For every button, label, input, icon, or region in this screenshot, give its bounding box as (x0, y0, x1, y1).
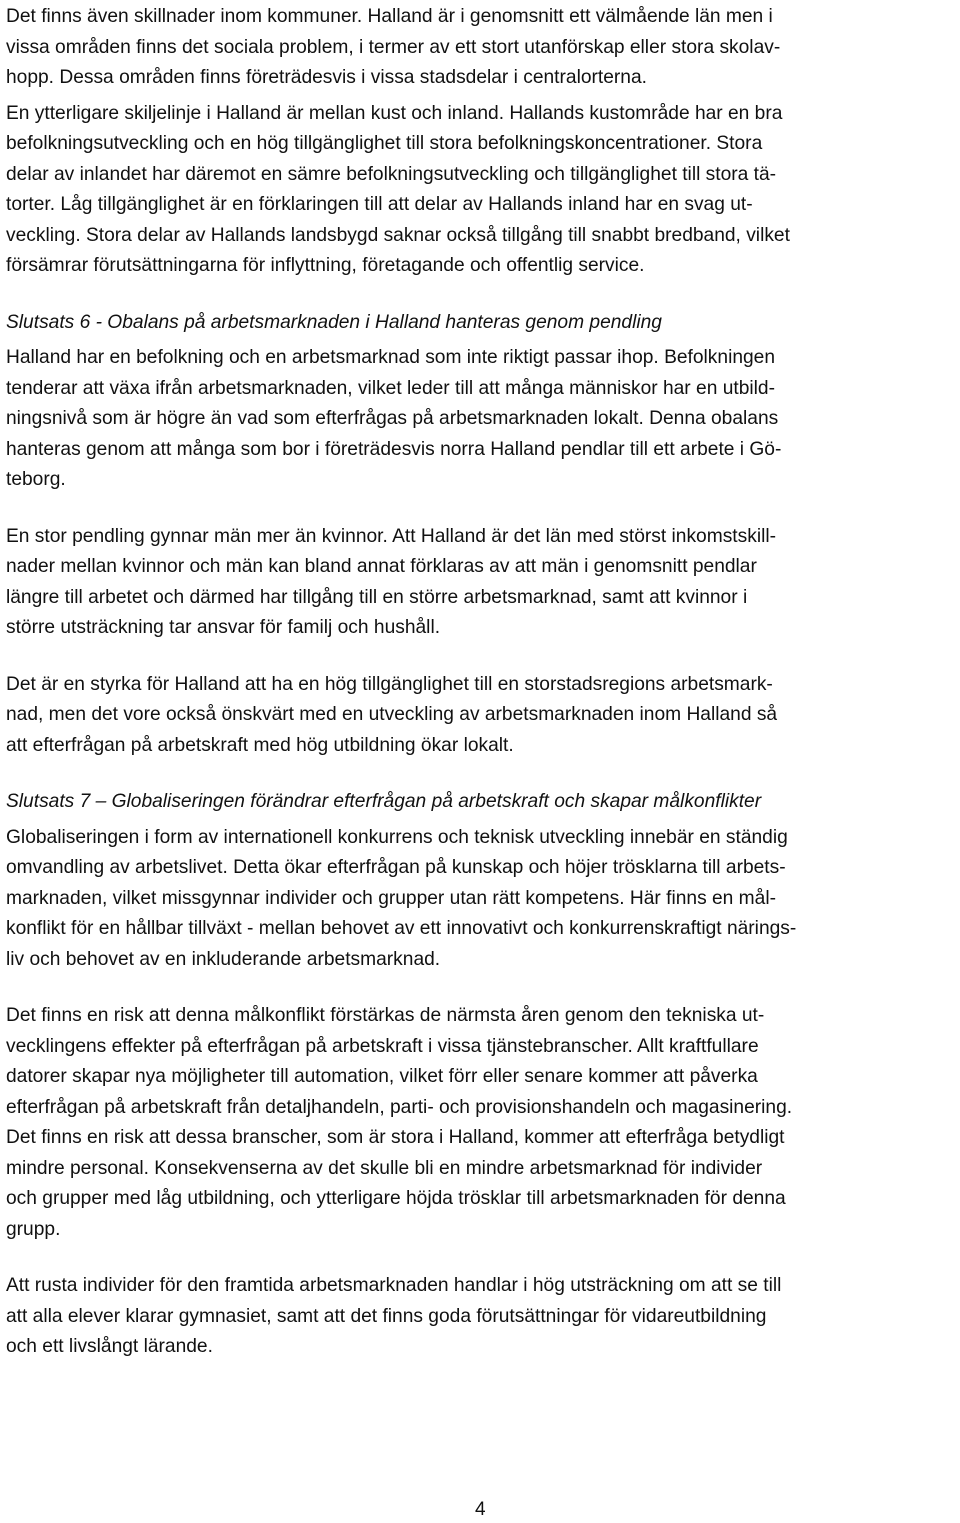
paragraph-globalisering (6, 823, 956, 976)
text-line: ningsnivå som är högre än vad som efterfrågas på arbetsmarknaden lokalt. Denna obalans (6, 408, 779, 429)
text-line: Halland har en befolkning och en arbetsmarknad som inte riktigt passar ihop. Befolkningen (6, 347, 776, 368)
text-line: En stor pendling gynnar män mer än kvinnor. Att Halland är det län med störst inkomstskill- (6, 525, 776, 547)
paragraph-spacer (6, 1245, 956, 1271)
text-line: Det finns även skillnader inom kommuner. Halland är i genomsnitt ett välmående län men i (6, 6, 773, 27)
text-line: Det finns en risk att denna målkonflikt förstärkas de närmsta åren genom den tekniska ut- (6, 1005, 765, 1026)
text-line: datorer skapar nya möjligheter till automation, vilket förr eller senare kommer att påverka (6, 1066, 758, 1087)
text-line: veckling. Stora delar av Hallands landsbygd saknar också tillgång till snabbt bredband, vilket (6, 224, 790, 246)
text-line: nader mellan kvinnor och män kan bland annat förklaras av att män i genomsnitt pendlar (6, 556, 757, 577)
text-line: torter. Låg tillgänglighet är en förklaringen till att delar av Hallands inland har en svag ut- (6, 194, 753, 215)
paragraph-spacer (6, 496, 956, 522)
text-line: större utsträckning tar ansvar för familj och hushåll. (6, 617, 441, 638)
heading-text: Slutsats 6 - Obalans på arbetsmarknaden i Halland hanteras genom pendling (6, 311, 662, 333)
paragraph-spacer (6, 761, 956, 787)
text-line: omvandling av arbetslivet. Detta ökar efterfrågan på kunskap och höjer trösklarna till arbets- (6, 857, 786, 878)
text-line: Det är en styrka för Halland att ha en hög tillgänglighet till en storstadsregions arbetsmark- (6, 673, 773, 695)
paragraph-kust-inland (6, 99, 956, 282)
section-heading-slutsats-7 (6, 787, 956, 818)
page-number: 4 (475, 1499, 486, 1520)
text-line: liv och behovet av en inkluderande arbetsmarknad. (6, 948, 441, 970)
text-line: grupp. (6, 1218, 61, 1240)
heading-text: Slutsats 7 – Globaliseringen förändrar efterfrågan på arbetskraft och skapar målkonflikter (6, 791, 762, 812)
text-line: Det finns en risk att dessa branscher, som är stora i Halland, kommer att efterfråga betydligt (6, 1127, 785, 1148)
text-line: Globaliseringen i form av internationell konkurrens och teknisk utveckling innebär en ständig (6, 826, 788, 848)
text-line: hopp. Dessa områden finns företrädesvis i vissa stadsdelar i centralorterna. (6, 67, 647, 88)
text-line: tenderar att växa ifrån arbetsmarknaden, vilket leder till att många människor har en utbild- (6, 377, 775, 399)
paragraph-spacer (6, 644, 956, 670)
text-line: vissa områden finns det sociala problem, i termer av ett stort utanförskap eller stora skolav- (6, 36, 781, 58)
text-line: längre till arbetet och därmed har tillgång till en större arbetsmarknad, samt att kvinnor i (6, 586, 748, 608)
paragraph-pendling (6, 522, 956, 644)
text-line: delar av inlandet har däremot en sämre befolkningsutveckling och tillgänglighet till stora tä- (6, 163, 777, 185)
text-line: nad, men det vore också önskvärt med en utveckling av arbetsmarknaden inom Halland så (6, 704, 778, 725)
text-line: konflikt för en hållbar tillväxt - mellan behovet av ett innovativt och konkurrenskraftigt närings- (6, 918, 797, 939)
section-heading-slutsats-6 (6, 308, 956, 339)
text-line: Att rusta individer för den framtida arbetsmarknaden handlar i hög utsträckning om att se till (6, 1275, 782, 1296)
paragraph-rusta-individer (6, 1271, 956, 1363)
paragraph-obalans (6, 343, 956, 496)
paragraph-intro-kommuner (6, 2, 956, 94)
text-line: teborg. (6, 469, 66, 490)
text-line: att efterfrågan på arbetskraft med hög utbildning ökar lokalt. (6, 734, 514, 756)
text-line: mindre personal. Konsekvenserna av det skulle bli en mindre arbetsmarknad för individer (6, 1157, 763, 1179)
text-line: försämrar förutsättningarna för inflyttning, företagande och offentlig service. (6, 255, 645, 276)
text-line: och ett livslångt lärande. (6, 1336, 213, 1357)
text-line: vecklingens effekter på efterfrågan på arbetskraft i vissa tjänstebranscher. Allt kraftfullare (6, 1035, 759, 1057)
text-line: marknaden, vilket missgynnar individer och grupper utan rätt kompetens. Här finns en mål- (6, 887, 776, 909)
text-line: efterfrågan på arbetskraft från detaljhandeln, parti- och provisionshandeln och magasinering. (6, 1096, 793, 1118)
paragraph-styrka (6, 670, 956, 762)
text-line: hanteras genom att många som bor i företrädesvis norra Halland pendlar till ett arbete i Gö- (6, 438, 782, 460)
text-line: att alla elever klarar gymnasiet, samt att det finns goda förutsättningar för vidareutbildning (6, 1305, 767, 1327)
paragraph-spacer (6, 282, 956, 308)
text-line: En ytterligare skiljelinje i Halland är mellan kust och inland. Hallands kustområde har en bra (6, 102, 783, 124)
document-page (6, 2, 956, 1363)
paragraph-spacer (6, 975, 956, 1001)
paragraph-risk (6, 1001, 956, 1245)
text-line: befolkningsutveckling och en hög tillgänglighet till stora befolkningskoncentrationer. Stora (6, 133, 763, 154)
text-line: och grupper med låg utbildning, och ytterligare höjda trösklar till arbetsmarknaden för denna (6, 1188, 786, 1209)
